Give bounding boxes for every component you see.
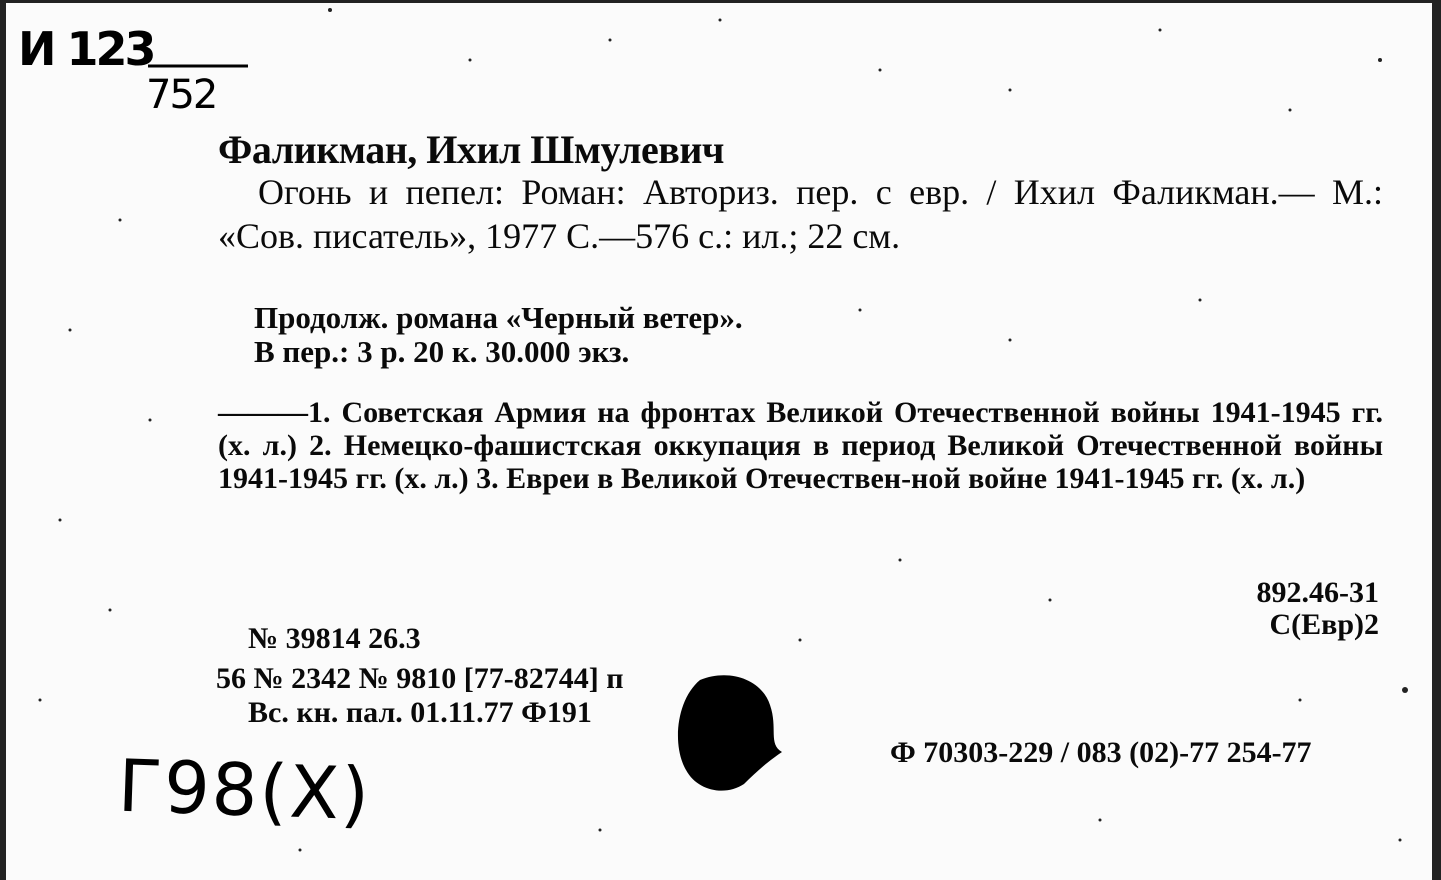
- book-chamber-line: Вс. кн. пал. 01.11.77 Ф191: [248, 696, 592, 729]
- handwritten-shelfmark-top: И 123: [18, 22, 154, 76]
- handwritten-code: Г98(Х): [116, 743, 373, 837]
- subject-headings: ———1. Советская Армия на фронтах Великой Отечественной войны 1941-1945 гг. (х. л.) 2. Немецко-фашистская оккупация в период Великой Отечественной войны 1941-1945 гг. (х. л.) 3. Евреи в Великой Отечествен-ной войне 1941-1945 гг. (х. л.): [218, 396, 1383, 495]
- title-text: Огонь и пепел: Роман: Авториз. пер. с евр. / Ихил Фаликман.— М.: «Сов. писатель», 1977 С.—576 с.: ил.; 22 см.: [218, 172, 1383, 256]
- price-line: В пер.: 3 р. 20 к. 30.000 экз.: [254, 334, 630, 369]
- ink-blot: [678, 675, 782, 790]
- title-description: [218, 170, 1383, 258]
- card-number: № 39814 26.3: [248, 622, 421, 655]
- print-line: 56 № 2342 № 9810 [77-82744] п: [216, 662, 624, 695]
- handwritten-shelfmark-bottom: 752: [146, 72, 217, 118]
- udc-index: 892.46-31: [1256, 576, 1379, 609]
- series-note: Продолж. романа «Черный ветер».: [254, 300, 743, 335]
- author-heading: Фаликман, Ихил Шмулевич: [218, 127, 724, 172]
- bbk-index: С(Евр)2: [1269, 608, 1379, 641]
- index-code: Ф 70303-229 / 083 (02)-77 254-77: [890, 736, 1312, 769]
